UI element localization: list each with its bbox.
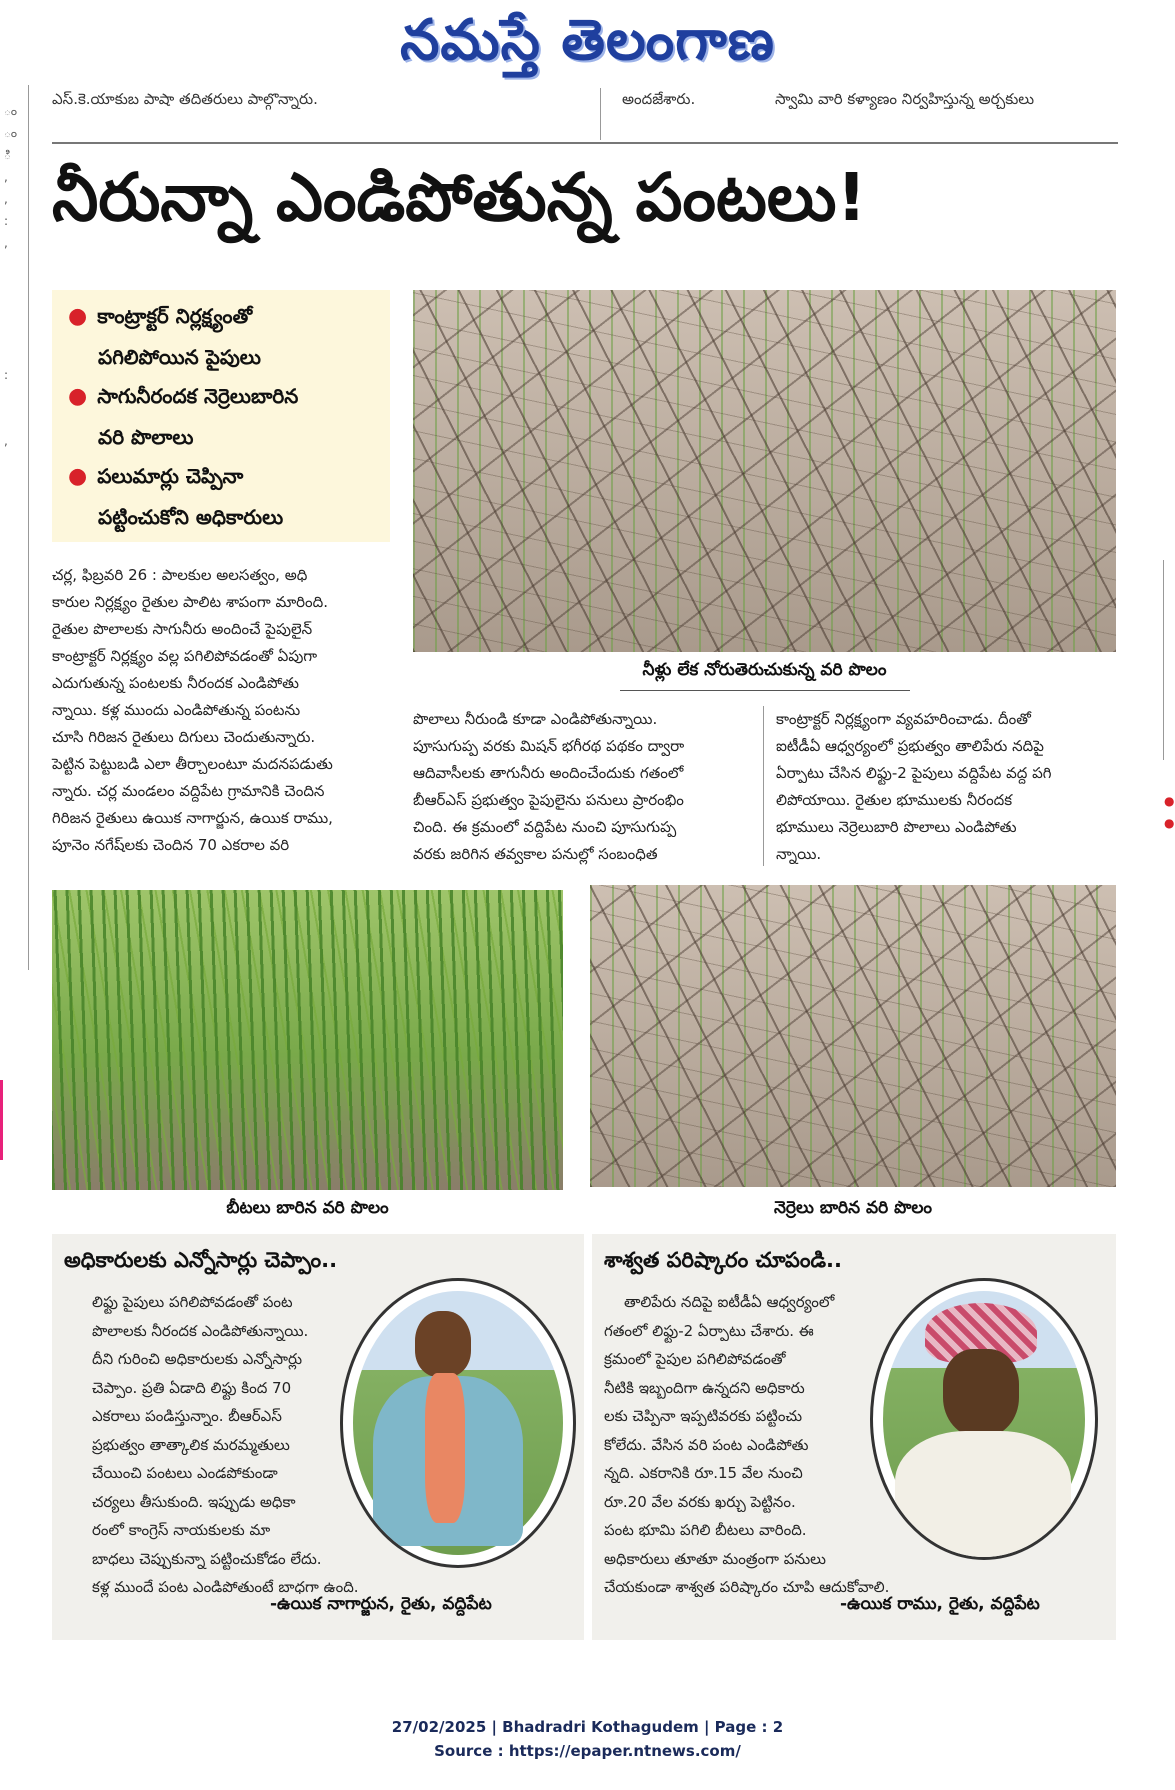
bullet-icon: ● [68,384,88,409]
quote-left-body: లిఫ్టు పైపులు పగిలిపోవడంతో పంట పొలాలకు నీరందక ఎండిపోతున్నాయి. దీని గురించి అధికారులకు ఎన్నోసార్లు చెప్పాం. ప్రతి ఏడాది లిఫ్టు కింద 70 ఎకరాలు పండిస్తున్నాం. బీఆర్ఎస్ ప్రభుత్వం తాత్కాలిక మరమ్మతులు చేయించి పంటలు ఎండపోకుండా చర్యలు తీసుకుంది. ఇప్పుడు అధికా రంలో కాంగ్రెస్ నాయకులకు మా బాధలు చెప్పుకున్నా పట్టించుకోడం లేదు. కళ్ల ముందే పంట ఎండిపోతుంటే బాధగా ఉంది. [92,1293,359,1596]
footer-edition-info: 27/02/2025 | Bhadradri Kothagudem | Page : 2 [391,1718,784,1736]
farmer-scarf [425,1373,465,1523]
article-column-1: చర్ల, ఫిబ్రవరి 26 : పాలకుల అలసత్వం, అధి కారుల నిర్లక్ష్యం రైతుల పాలిట శాపంగా మారింది. రైతుల పొలాలకు సాగునీరు అందించే పైపులైన్ కాంట్రాక్టర్ నిర్లక్ష్యం వల్ల పగిలిపోవడంతో ఏపుగా ఎదుగుతున్న పంటలకు నీరందక ఎండిపోతు న్నాయి. కళ్ల ముందు ఎండిపోతున్న పంటను చూసి గిరిజన రైతులు దిగులు చెందుతున్నారు. పెట్టిన పెట్టుబడి ఎలా తీర్చాలంటూ మదనపడుతు న్నారు. చర్ల మండలం వద్దిపేట గ్రామానికి చెందిన గిరిజన రైతులు ఉయిక నాగార్జున, ఉయిక రాము, పూనెం నగేష్‌లకు చెందిన 70 ఎకరాల వరి [52,566,333,854]
bullet-icon: ● [68,304,88,329]
left-edge-rule [28,85,29,970]
farmer-portrait-left [340,1278,576,1568]
bullet-icon: ● [68,464,88,489]
photo-cracked-paddy [590,885,1116,1187]
quote-right-signature: -ఉయిక రాము, రైతు, వద్దిపేట [840,1594,1040,1614]
right-edge-rule [1163,560,1164,760]
quote-right-body: తాలిపేరు నదిపై ఐటీడీఏ ఆధ్వర్యంలో గతంలో లిఫ్టు-2 ఏర్పాటు చేశారు. ఈ క్రమంలో పైపుల పగిలిపోవడంతో నీటికి ఇబ్బందిగా ఉన్నదని అధికారు లకు చెప్పినా ఇప్పటివరకు పట్టించు కోలేదు. వేసిన వరి పంట ఎండిపోతు న్నది. ఎకరానికి రూ.15 వేల నుంచి రూ.20 వేల వరకు ఖర్చు పెట్టినం. పంట భూమి పగిలి బీటలు వారింది. అధికారులు తూతూ మంత్రంగా పనులు చేయకుండా శాశ్వత పరిష్కారం చూపి ఆదుకోవాలి. [604,1293,890,1596]
highlight-item: ● సాగునీరందక నెర్రెలుబారిన వరి పొలాలు [68,384,299,449]
quote-right-title: శాశ్వత పరిష్కారం చూపండి.. [604,1248,842,1272]
farmer-face [943,1349,1019,1437]
quote-left-title: అధికారులకు ఎన్నోసార్లు చెప్పాం.. [64,1248,338,1272]
left-photo-caption: బీటలు బారిన వరి పొలం [226,1198,389,1218]
caption-underline [620,690,910,691]
top-column-divider [600,88,601,140]
main-photo-cracked-field [413,290,1116,652]
right-photo-caption: నెర్రెలు బారిన వరి పొలం [773,1198,933,1218]
headline: నీరున్నా ఎండిపోతున్న పంటలు! [52,159,867,236]
highlight-item: ● పలుమార్లు చెప్పినా పట్టించుకోని అధికారులు [68,464,284,529]
headline-top-rule [52,142,1118,144]
footer-source-link[interactable]: Source : https://epaper.ntnews.com/ [434,1742,741,1760]
main-photo-caption: నీళ్లు లేక నోరుతెరుచుకున్న వరి పొలం [642,660,887,680]
left-edge-marker [0,1080,3,1160]
farmer-shirt [895,1431,1071,1557]
prev-article-tail-right: స్వామి వారి కళ్యాణం నిర్వహిస్తున్న అర్చకులు [775,90,1035,108]
highlight-item: ● కాంట్రాక్టర్ నిర్లక్ష్యంతో పగిలిపోయిన పైపులు [68,304,261,369]
article-column-2: పొలాలు నీరుండి కూడా ఎండిపోతున్నాయి. పూసుగుప్ప వరకు మిషన్ భగీరథ పథకం ద్వారా ఆదివాసీలకు తాగునీరు అందించేందుకు గతంలో బీఆర్ఎస్ ప్రభుత్వం పైపులైను పనులు ప్రారంభిం చింది. ఈ క్రమంలో వద్దిపేట నుంచి పూసుగుప్ప వరకు జరిగిన తవ్వకాల పనుల్లో సంబంధిత [413,710,685,863]
masthead-logo: నమస్తే తెలంగాణ [400,8,775,73]
photo-green-paddy [52,890,563,1190]
article-column-3: కాంట్రాక్టర్ నిర్లక్ష్యంగా వ్యవహరించాడు. దీంతో ఐటీడీఏ ఆధ్వర్యంలో ప్రభుత్వం తాలిపేరు నదిపై ఏర్పాటు చేసిన లిఫ్టు-2 పైపులు వద్దిపేట వద్ద పగి లిపోయాయి. రైతుల భూములకు నీరందక భూములు నెర్రెలుబారి పొలాలు ఎండిపోతు న్నాయి. [776,710,1052,863]
quote-left-signature: -ఉయిక నాగార్జున, రైతు, వద్దిపేట [270,1594,492,1614]
prev-article-tail-left: ఎస్.కె.యాకుబ పాషా తదితరులు పాల్గొన్నారు. [52,90,318,108]
highlights-box [52,290,390,542]
right-edge-fragment: ● ● [1164,794,1175,830]
column-divider [763,706,764,866]
left-edge-fragment: ం ం ి , , : , : , [4,104,18,448]
farmer-portrait-right [870,1278,1098,1560]
farmer-head [415,1311,471,1377]
prev-article-tail-middle: అందజేశారు. [622,90,696,108]
